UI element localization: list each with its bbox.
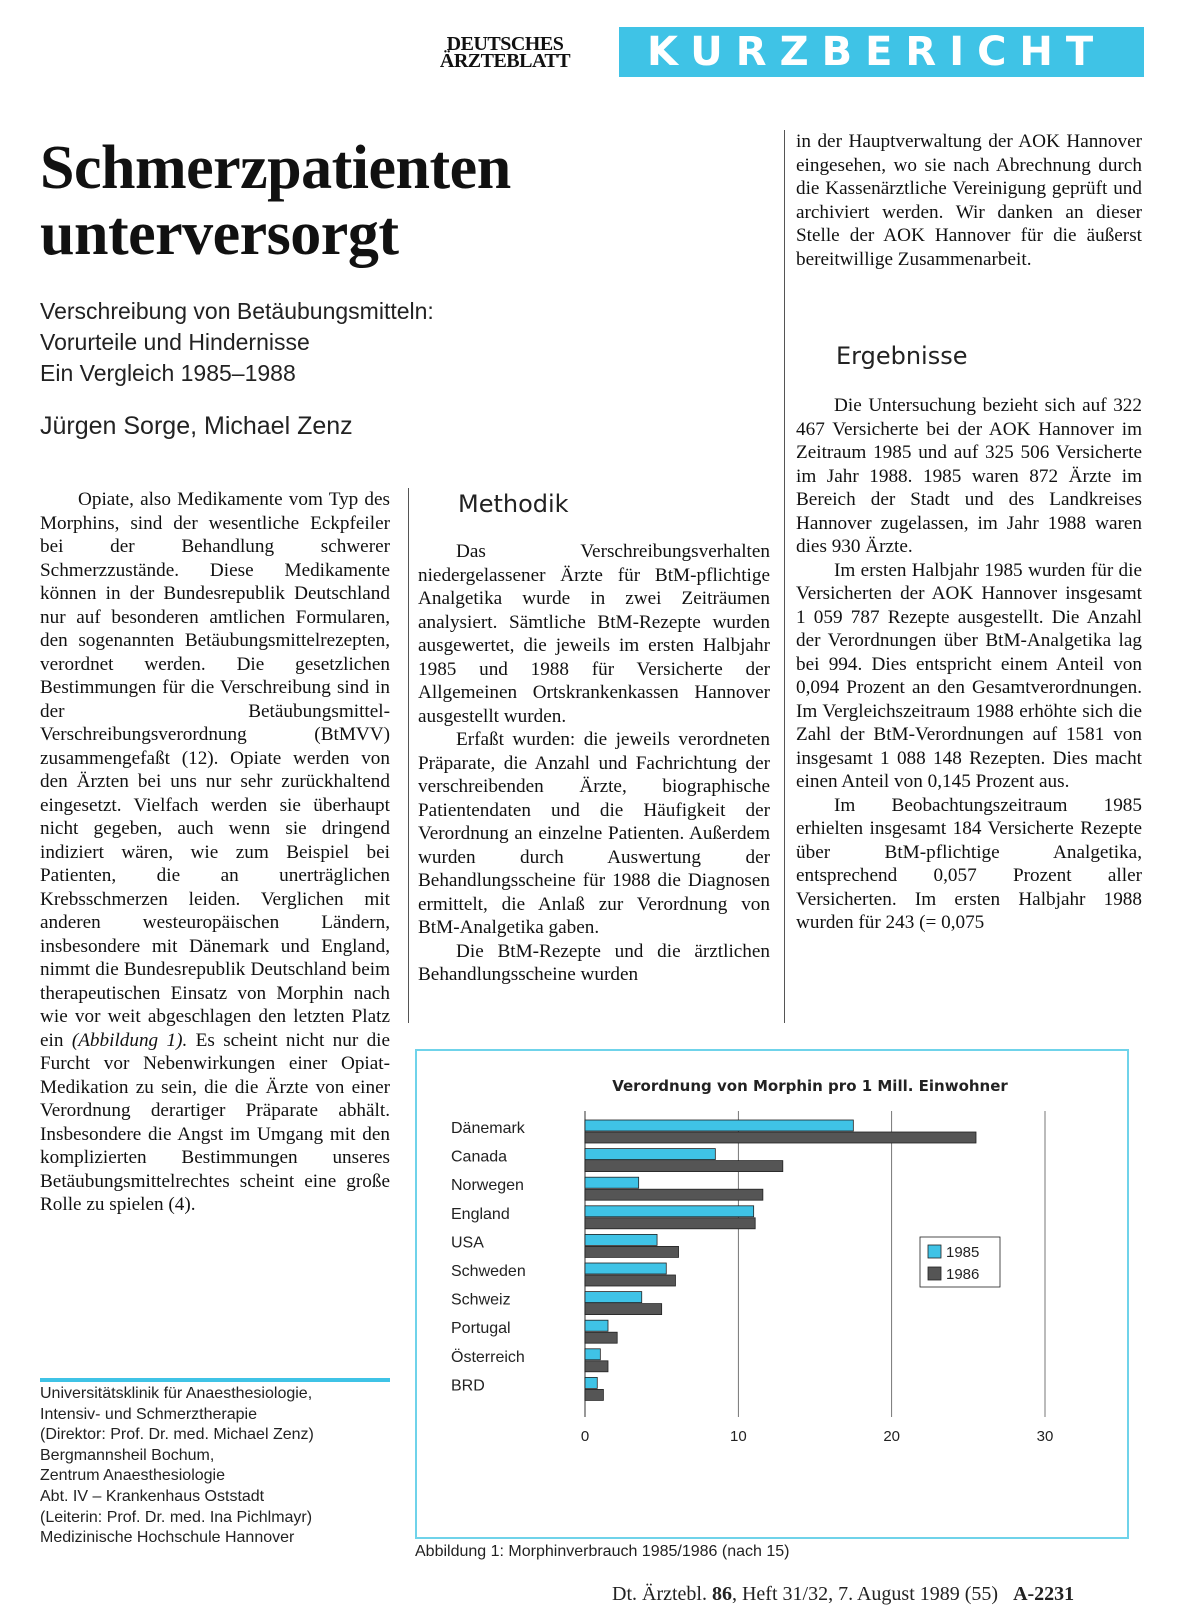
affiliation-rule — [40, 1378, 390, 1382]
bar-1985 — [585, 1206, 754, 1217]
category-label: England — [451, 1205, 510, 1223]
column-3-top — [796, 130, 1142, 271]
journal-masthead — [420, 33, 590, 72]
legend-label: 1985 — [946, 1244, 980, 1261]
affiliation-line: Medizinische Hochschule Hannover — [40, 1529, 295, 1547]
subtitle-line-2: Vorurteile und Hindernisse — [40, 329, 310, 355]
bar-1986 — [585, 1361, 608, 1372]
affiliation-line: Abt. IV – Krankenhaus Oststadt — [40, 1487, 265, 1505]
masthead-line1: DEUTSCHES — [446, 33, 564, 55]
category-label: Dänemark — [451, 1120, 525, 1137]
paragraph-method-3: Die BtM-Rezepte und die ärztlichen Behandlungsscheine wurden — [418, 940, 770, 985]
category-label: Portugal — [451, 1320, 511, 1338]
affiliation-line: (Leiterin: Prof. Dr. med. Ina Pichlmayr) — [40, 1508, 313, 1526]
bar-1985 — [585, 1120, 853, 1131]
paragraph-continued: in der Hauptverwaltung der AOK Hannover eingesehen, wo sie nach Abrechnung durch die Kassenärztliche Vereinigung geprüft und archiviert werden. Wir danken an dieser Stelle der AOK Hannover für die äußerst bereitwillige Zusammenarbeit. — [796, 131, 1142, 270]
bar-1986 — [585, 1161, 783, 1172]
article-subtitle — [40, 296, 600, 389]
footer-page: A-2231 — [1013, 1583, 1075, 1605]
affiliation-line: Universitätsklinik für Anaesthesiologie, — [40, 1385, 313, 1402]
column-3-results — [796, 394, 1142, 935]
category-label: Schweiz — [451, 1291, 511, 1309]
bar-1985 — [585, 1234, 657, 1245]
paragraph-results-2: Im ersten Halbjahr 1985 wurden für die Versicherten der AOK Hannover insgesamt 1 059 787 Rezepte ausgestellt. Die Anzahl der Verordnungen über BtM-Analgetika lag bei 994. Dies entspricht einem Anteil von 0,094 Prozent an den Gesamtverordnungen. Im Vergleichszeitraum 1988 erhöhte sich die Zahl der BtM-Verordnungen auf 1581 von insgesamt 1 088 148 Rezepten. Dies macht einen Anteil von 0,145 Prozent aus. — [796, 559, 1142, 792]
bar-1985 — [585, 1292, 642, 1303]
legend-swatch-1986 — [928, 1267, 941, 1280]
paragraph-intro: Opiate, also Medikamente vom Typ des Morphins, sind der wesentliche Eckpfeiler bei der Behandlung schwerer Schmerzzustände. Diese Medikamente können in der Bundesrepublik Deutschland nur auf besonderen amtlichen Formularen, den sogenannten Betäubungsmittelrezepten, verordnet werden. Die gesetzlichen Bestimmungen für die Verschreibung sind in der Betäubungsmittel-Verschreibungsverordnung (BtMVV) zusammengefaßt (12). Opiate werden von den Ärzten bei uns nur sehr zurückhaltend eingesetzt. Vielfach werden sie überhaupt nicht gegeben, auch wenn sie dringend indiziert wären, wie zum Beispiel bei Patienten, die an unerträglichen Krebsschmerzen leiden. Verglichen mit anderen westeuropäischen Ländern, insbesondere mit Dänemark und England, nimmt die Bundesrepublik Deutschland beim therapeutischen Einsatz von Morphin nach wie vor weit abgeschlagen den letzten Platz ein (Abbildung 1). Es scheint nicht nur die Furcht vor Nebenwirkungen einer Opiat-Medikation zu sein, die die Ärzte von einer Verordnung derartiger Präparate abhält. Insbesondere die Angst im Umgang mit den komplizierten Bestimmungen unseres Betäubungsmittelrechtes scheint eine große Rolle zu spielen (4). — [40, 489, 391, 1215]
section-banner: KURZBERICHT — [619, 27, 1144, 77]
category-label: Norwegen — [451, 1177, 524, 1195]
bar-1985 — [585, 1349, 600, 1360]
bar-1986 — [585, 1132, 976, 1143]
category-label: USA — [451, 1234, 484, 1252]
x-tick-label: 30 — [1036, 1428, 1054, 1445]
bar-1985 — [585, 1320, 608, 1331]
subtitle-line-3: Ein Vergleich 1985–1988 — [40, 360, 296, 386]
figure-caption: Abbildung 1: Morphinverbrauch 1985/1986 (nach 15) — [415, 1543, 790, 1560]
affiliation-line: Intensiv- und Schmerztherapie — [40, 1405, 257, 1423]
paragraph-method-1: Das Verschreibungsverhalten niedergelassener Ärzte für BtM-pflichtige Analgetika wurde in zwei Zeiträumen analysiert. Sämtliche BtM-Rezepte wurden ausgewertet, die jeweils im ersten Halbjahr 1985 und 1988 für Versicherte der Allgemeinen Ortskrankenkassen Hannover ausgestellt wurden. — [418, 541, 770, 727]
category-label: Österreich — [451, 1348, 525, 1366]
bar-1986 — [585, 1218, 755, 1229]
bar-1986 — [585, 1189, 763, 1200]
footer-issue: , Heft 31/32, 7. August 1989 (55) — [731, 1583, 999, 1605]
article-authors: Jürgen Sorge, Michael Zenz — [40, 412, 353, 440]
paragraph-method-2: Erfaßt wurden: die jeweils verordneten Präparate, die Anzahl und Fachrichtung der verschreibenden Ärzte, biographische Patientendaten und die Häufigkeit der Verordnung an einzelne Patienten. Außerdem wurden durch Auswertung der Behandlungsscheine für 1988 die Diagnosen ermittelt, die Anlaß zur Verordnung von BtM-Analgetika gaben. — [418, 729, 770, 938]
chart-title: Verordnung von Morphin pro 1 Mill. Einwohner — [612, 1077, 1008, 1095]
bar-1985 — [585, 1377, 597, 1388]
category-label: Schweden — [451, 1263, 526, 1280]
bar-1986 — [585, 1304, 662, 1315]
bar-1986 — [585, 1246, 679, 1257]
paragraph-results-1: Die Untersuchung bezieht sich auf 322 467 Versicherte bei der AOK Hannover im Zeitraum 1985 und auf 325 506 Versicherte im Jahr 1988. 1985 waren 872 Ärzte im Bereich der Stadt und des Landkreises Hannover zugelassen, im Jahr 1988 waren dies 930 Ärzte. — [796, 395, 1142, 557]
affiliation-line: (Direktor: Prof. Dr. med. Michael Zenz) — [40, 1426, 314, 1444]
masthead-line2: ÄRZTEBLATT — [439, 50, 571, 72]
footer-journal: Dt. Ärztebl. — [612, 1583, 707, 1605]
affiliation-line: Bergmannsheil Bochum, — [40, 1446, 215, 1464]
subtitle-line-1: Verschreibung von Betäubungsmitteln: — [40, 298, 434, 324]
page-footer — [612, 1583, 1074, 1606]
legend-label: 1986 — [946, 1266, 980, 1283]
bar-1986 — [585, 1275, 675, 1286]
bar-1985 — [585, 1263, 666, 1274]
bar-1986 — [585, 1332, 617, 1343]
category-label: BRD — [451, 1377, 485, 1395]
affiliation — [40, 1384, 400, 1549]
category-label: Canada — [451, 1148, 508, 1166]
column-divider-1 — [408, 488, 409, 1023]
heading-methodik: Methodik — [458, 490, 569, 518]
column-divider-2 — [784, 130, 785, 1023]
x-tick-label: 0 — [580, 1428, 590, 1445]
bar-1985 — [585, 1149, 715, 1160]
heading-ergebnisse: Ergebnisse — [836, 342, 968, 370]
bar-1985 — [585, 1177, 639, 1188]
title-line-2: unterversorgt — [40, 200, 399, 268]
legend-swatch-1985 — [928, 1245, 941, 1258]
bar-1986 — [585, 1389, 603, 1400]
affiliation-line: Zentrum Anaesthesiologie — [40, 1467, 225, 1485]
x-tick-label: 10 — [729, 1428, 747, 1445]
footer-volume: 86 — [711, 1583, 732, 1605]
x-tick-label: 20 — [883, 1428, 901, 1445]
paragraph-results-3: Im Beobachtungszeitraum 1985 erhielten insgesamt 184 Versicherte Rezepte über BtM-pflichtige Analgetika, entsprechend 0,057 Prozent aller Versicherten. Im ersten Halbjahr 1988 wurden für 243 (= 0,075 — [796, 794, 1142, 933]
figure-reference: (Abbildung 1). — [71, 1029, 188, 1051]
column-1 — [40, 488, 390, 1217]
morphine-chart — [415, 1049, 1129, 1539]
article-title — [40, 135, 700, 267]
column-2 — [418, 540, 770, 987]
title-line-1: Schmerzpatienten — [40, 134, 511, 202]
